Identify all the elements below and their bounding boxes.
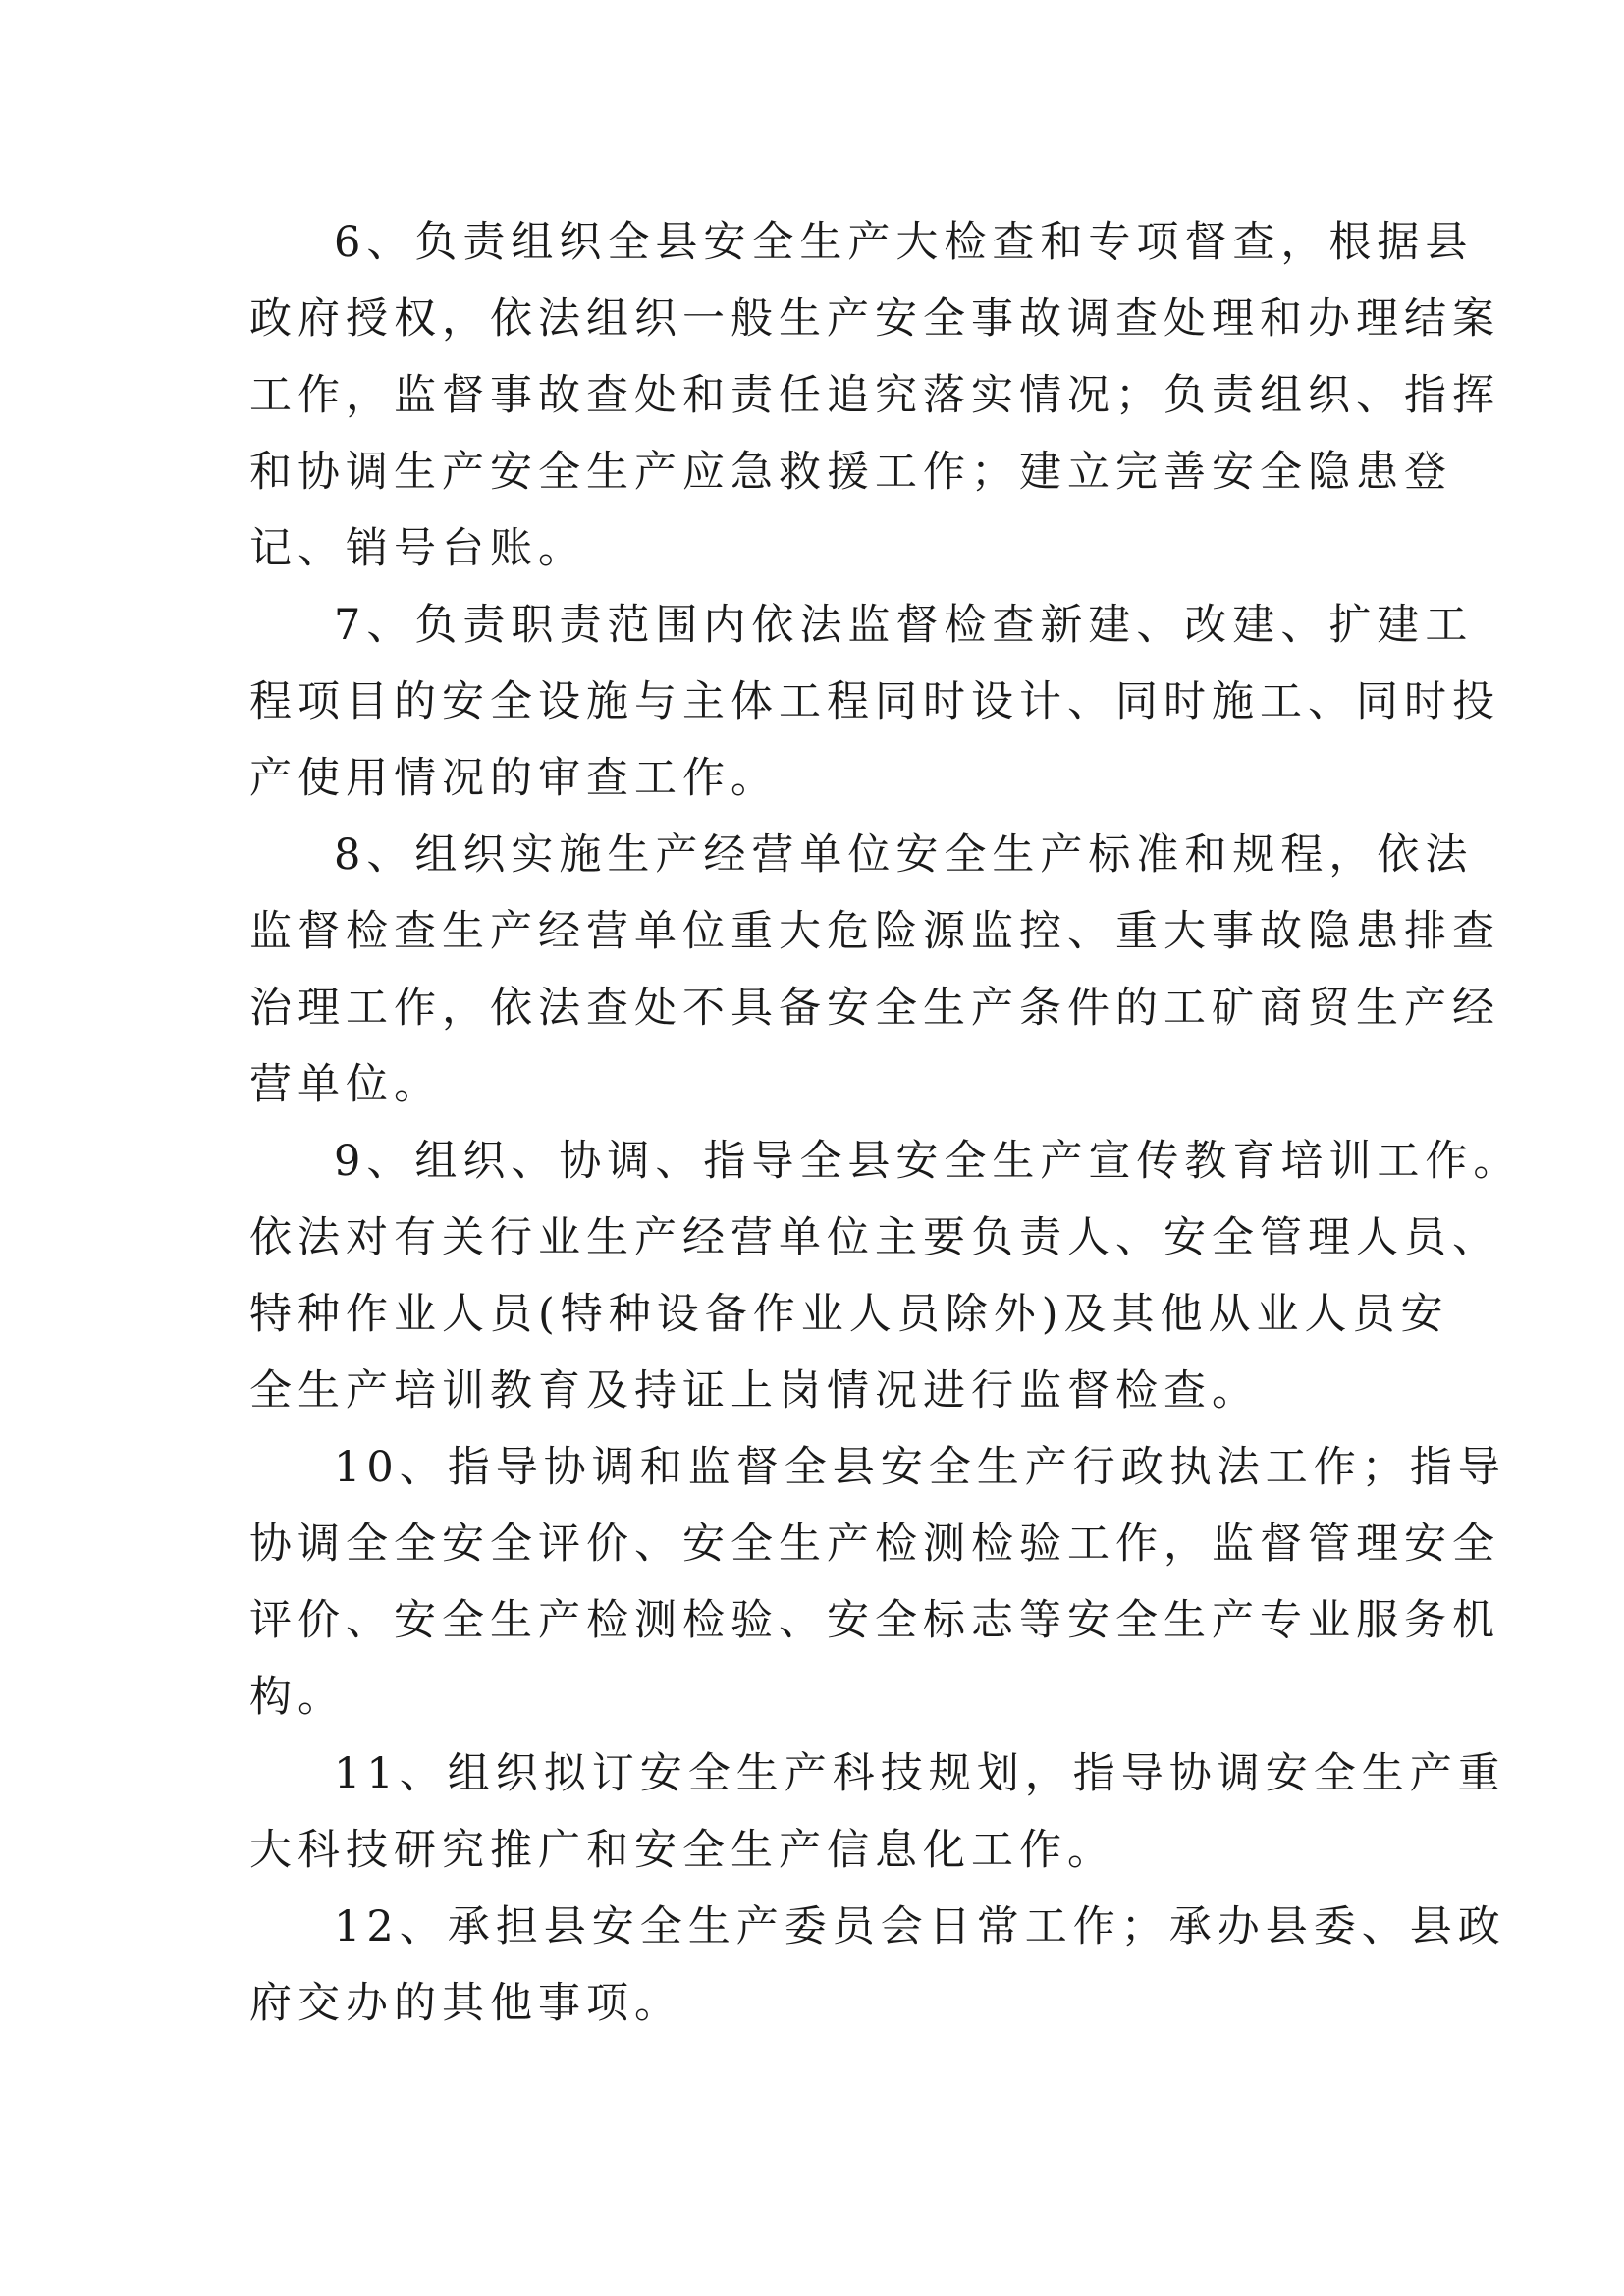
item-9-line-4: 全生产培训教育及持证上岗情况进行监督检查。	[249, 1366, 1260, 1415]
item-8-line-3: 治理工作，依法查处不具备安全生产条件的工矿商贸生产经	[249, 984, 1500, 1033]
item-10-line-1: 10、指导协调和监督全县安全生产行政执法工作；指导	[334, 1443, 1506, 1492]
item-9-line-3: 特种作业人员(特种设备作业人员除外)及其他从业人员安	[249, 1290, 1449, 1339]
item-6-line-1: 6、负责组织全县安全生产大检查和专项督查，根据县	[334, 218, 1474, 267]
item-6-line-4: 和协调生产安全生产应急救援工作；建立完善安全隐患登	[249, 448, 1452, 497]
item-10-line-2: 协调全全安全评价、安全生产检测检验工作，监督管理安全	[249, 1520, 1500, 1569]
item-10-line-3: 评价、安全生产检测检验、安全标志等安全生产专业服务机	[249, 1596, 1500, 1645]
item-7-line-3: 产使用情况的审查工作。	[249, 754, 779, 803]
item-8-line-2: 监督检查生产经营单位重大危险源监控、重大事故隐患排查	[249, 907, 1500, 956]
item-7-line-1: 7、负责职责范围内依法监督检查新建、改建、扩建工	[334, 601, 1474, 650]
item-11-line-1: 11、组织拟订安全生产科技规划，指导协调安全生产重	[334, 1749, 1506, 1798]
item-11-line-2: 大科技研究推广和安全生产信息化工作。	[249, 1826, 1115, 1875]
item-12-line-1: 12、承担县安全生产委员会日常工作；承办县委、县政	[334, 1902, 1506, 1951]
item-8-line-1: 8、组织实施生产经营单位安全生产标准和规程，依法	[334, 830, 1474, 880]
item-6-line-3: 工作，监督事故查处和责任追究落实情况；负责组织、指挥	[249, 371, 1500, 420]
item-8-line-4: 营单位。	[249, 1060, 442, 1109]
document-body	[249, 204, 1522, 2042]
item-6-line-5: 记、销号台账。	[249, 524, 586, 573]
item-7-line-2: 程项目的安全设施与主体工程同时设计、同时施工、同时投	[249, 677, 1500, 726]
item-10-line-4: 构。	[249, 1673, 346, 1722]
item-9-line-2: 依法对有关行业生产经营单位主要负责人、安全管理人员、	[249, 1213, 1500, 1262]
item-12-line-2: 府交办的其他事项。	[249, 1979, 682, 2028]
item-6-line-2: 政府授权，依法组织一般生产安全事故调查处理和办理结案	[249, 294, 1500, 344]
item-9-line-1: 9、组织、协调、指导全县安全生产宣传教育培训工作。	[334, 1137, 1522, 1186]
